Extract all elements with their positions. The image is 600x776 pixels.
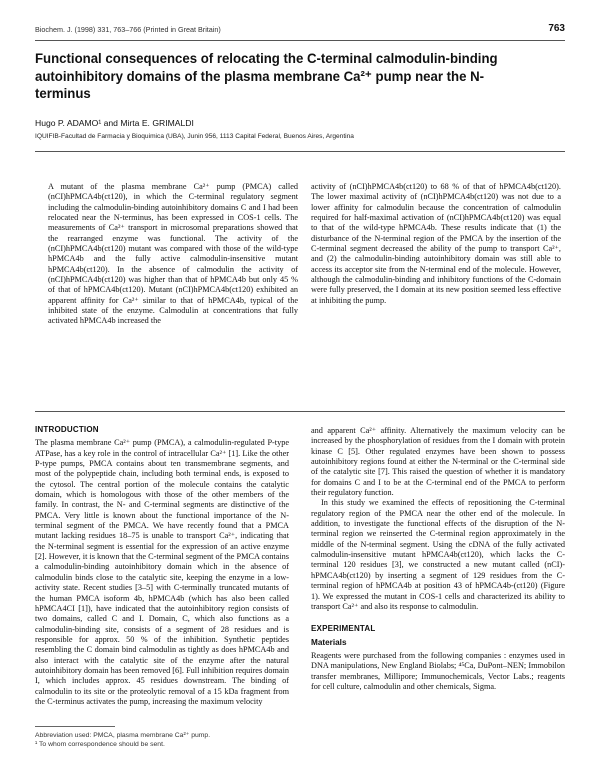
abstract-rule (35, 411, 565, 412)
footnotes (35, 731, 435, 749)
affiliation-rule (35, 151, 565, 152)
abstract-left-column (48, 182, 298, 327)
body-right-column (311, 426, 565, 692)
affiliation: IQUIFIB-Facultad de Farmacia y Bioquimica (UBA), Junin 956, 1113 Capital Federal, Buenos Aires, Argentina (35, 133, 354, 140)
journal-citation: Biochem. J. (1998) 331, 763–766 (Printed in Great Britain) (35, 25, 221, 34)
experimental-heading: EXPERIMENTAL (311, 624, 376, 634)
introduction-paragraph-2: and apparent Ca²⁺ affinity. Alternatively the maximum velocity can be increased by the phosphorylation of residues from the I domain with protein kinase C [5]. Other regulated enzymes have been shown to possess autoinhibitory regions found at either the N-terminal or the C-terminal side of the catalytic site [7]. This raised the question of whether it is mandatory for domains C and I to be at the C-terminal end of the PMCA to perform their regulatory function. (311, 426, 565, 498)
running-header (35, 25, 565, 39)
introduction-paragraph-1: The plasma membrane Ca²⁺ pump (PMCA), a calmodulin-regulated P-type ATPase, has a key role in the control of intracellular Ca²⁺ [1]. Like the other P-type pumps, PMCA contains about ten transmembrane segments, and most of the polypeptide chain, including both terminal ends, is exposed to the cytosol. The central portion of the molecule contains the catalytic domain, which is homologous with those of the other members of the family. In contrast, the N- and C-terminal segments are distinctive of the PMCA. Very little is known about the functional importance of the N-terminal segment of the PMCA. We have recently found that a PMCA mutant lacking residues 18–75 is unable to transport Ca²⁺, indicating that the N-terminal segment is essential for the expression of an active enzyme [2]. However, it is known that the C-terminal segment of the PMCA contains a calmodulin-binding autoinhibitory domain which in the absence of calmodulin binds close to the catalytic site, keeping the enzyme in a low-activity state. Recent studies [3–5] with C-terminally truncated mutants of the human PMCA isoform 4b, hPMCA4b (which has also been called hPMCA4CI [1]), have indicated that the autoinhibitory region consists of two domains, called C and I. Domain, C, which also functions as a calmodulin-binding site, consists of a segment of 28 residues and is responsible for approx. 50 % of the inhibition. Synthetic peptides resembling the C domain bind calmodulin as tightly as does hPMCA4b and also interact with the catalytic site of the enzyme after the natural autoinhibitory domain has been removed [6]. Full inhibition requires domain I, which includes approx. 45 residues downstream. The binding of calmodulin to its site or the proteolytic removal of a 15 kDa fragment from the C-terminus activates the pump, increasing the maximum velocity (35, 438, 290, 706)
header-rule (35, 40, 565, 41)
body-left-column (35, 425, 289, 707)
page-number: 763 (548, 23, 565, 34)
footnote-correspondence: ¹ To whom correspondence should be sent. (35, 741, 165, 748)
introduction-paragraph-3: In this study we examined the effects of repositioning the C-terminal regulatory region of the PMCA near the other end of the molecule. In addition, to investigate the functional effects of the disruption of the N-terminal region we reinserted the C-terminal region approximately in the middle of the N-terminal segment. Using the cDNA of the fully activated calmodulin-insensitive mutant hPMCA4b(ct120), which lacks the C-terminal 120 residues [3], we constructed a new mutant called (nCI)-hPMCA4b(ct120) by inserting a segment of 129 residues from the C-terminal region of hPMCA4b at position 43 of hPMCA4b-(ct120) (Figure 1). We expressed the mutant in COS-1 cells and characterized its ability to transport Ca²⁺ and also its response to calmodulin. (311, 498, 565, 611)
author-line: Hugo P. ADAMO¹ and Mirta E. GRIMALDI (35, 118, 194, 128)
abstract-text-left: A mutant of the plasma membrane Ca²⁺ pump (PMCA) called (nCI)hPMCA4b(ct120), in which the C-terminal regulatory segment including the calmodulin-binding autoinhibitory domains C and I had been relocated near the N-terminus, has been expressed in COS-1 cells. The measurements of Ca²⁺ transport in microsomal preparations showed that the rearranged enzyme was functional. The activity of the (nCI)hPMCA4b(ct120) mutant was compared with those of the wild-type hPMCA4b and the fully active calmodulin-insensitive mutant hPMCA4b(ct120). In the absence of calmodulin the activity of (nCI)hPMCA4b(ct120) was higher than that of hPMCA4b but only 45 % of that of hPMCA4b(ct120). Mutant (nCI)hPMCA4b(ct120) exhibited an apparent affinity for Ca²⁺ similar to that of hPMCA4b, typical of the inhibited state of the enzyme. Calmodulin at concentrations that fully activated hPMCA4b increased the (48, 182, 298, 326)
article-title: Functional consequences of relocating the C-terminal calmodulin-binding autoinhibitory domains of the plasma membrane Ca²⁺ pump near the N-terminus (35, 51, 498, 103)
materials-paragraph: Reagents were purchased from the following companies : enzymes used in DNA manipulations, New England Biolabs; ⁴⁵Ca, DuPont–NEN; Immobilon transfer membranes, Millipore; Immunochemicals, Vector Labs.; reagents for cell culture, calmodulin and other chemicals, Sigma. (311, 650, 565, 691)
introduction-heading: INTRODUCTION (35, 425, 99, 434)
abstract-text-right: activity of (nCI)hPMCA4b(ct120) to 68 % of that of hPMCA4b(ct120). The lower maximal activity of (nCI)hPMCA4b(ct120) was not due to a lower affinity for calmodulin because the concentration of calmodulin required for half-maximal activation of (nCI)hPMCA4b(ct120) was equal to that of the wild-type hPMCA4b. These results indicate that (1) the disturbance of the N-terminal region of the PMCA by the insertion of the C-terminal segment decreased the ability of the pump to transport Ca²⁺, and (2) the calmodulin-binding autoinhibitory domain was still able to access its acceptor site from the N-terminal end of the molecule. However, although the calmodulin-binding and inhibitory functions of the C-domain were fully preserved, the I domain at its new position seemed less effective at inhibiting the pump. (311, 182, 561, 305)
abstract-right-column (311, 182, 561, 306)
footnote-rule (35, 726, 115, 727)
footnote-abbreviation: Abbreviation used: PMCA, plasma membrane Ca²⁺ pump. (35, 732, 211, 739)
materials-subheading: Materials (311, 637, 347, 647)
